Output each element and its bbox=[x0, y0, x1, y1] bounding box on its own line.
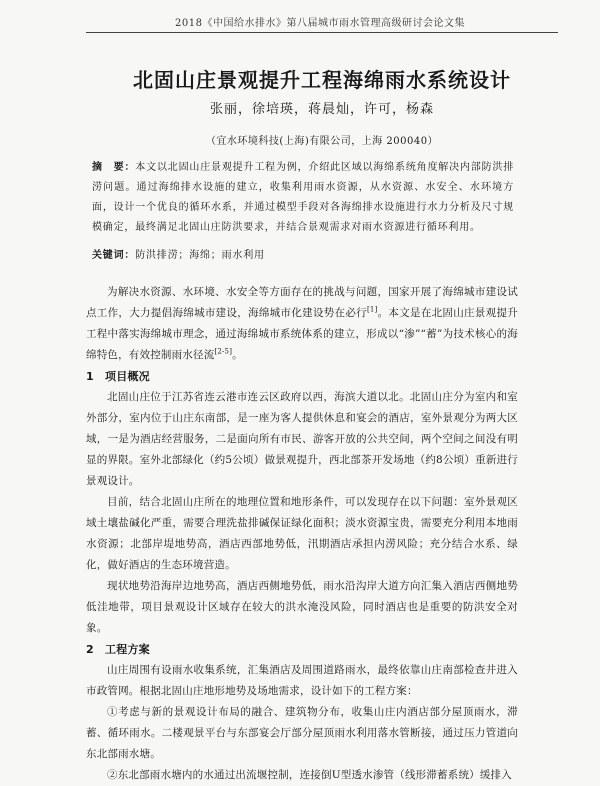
citation: [1] bbox=[366, 305, 378, 314]
keywords-text: 防洪排涝；海绵；雨水利用 bbox=[135, 250, 265, 261]
body-text bbox=[86, 282, 518, 786]
abstract-label: 摘 要： bbox=[92, 162, 136, 173]
paragraph: 现状地势沿海岸边地势高，酒店西侧地势低，雨水沿沟岸大道方向汇集入酒店西侧地势低洼地带，项目景观设计区域存在较大的洪水淹没风险，同时酒店也是重要的防洪安全对象。 bbox=[86, 580, 518, 634]
author-list: 张丽，徐培瑛，蒋晨灿，许可，杨森 bbox=[209, 102, 434, 117]
abstract-text: 本文以北固山庄景观提升工程为例，介绍此区域以海绵系统角度解决内部防洪排涝问题。通过海绵排水设施的建立，收集利用雨水资源，从水资源、水安全、水环境方面，设计一个优良的循环水系，并通过模型手段对各海绵排水设施进行水力分析及尺寸规模确定，最终满足北固山庄防洪要求，并结合景观需求对雨水资源进行循环利用。 bbox=[92, 162, 515, 233]
intro-paragraph bbox=[86, 282, 518, 366]
citation: [2-5] bbox=[214, 347, 233, 356]
paragraph: 山庄周围有设雨水收集系统，汇集酒店及周围道路雨水，最终依靠山庄南部检查井进入市政管网。根据北固山庄地形地势及场地需求，设计如下的工程方案： bbox=[86, 664, 518, 697]
intro-text-end: 。 bbox=[232, 349, 243, 361]
keywords bbox=[92, 246, 514, 261]
keywords-label: 关键词： bbox=[92, 250, 136, 261]
paragraph: 目前，结合北固山庄所在的地理位置和地形条件，可以发现存在以下问题：室外景观区域土壤盐碱化严重，需要合理洗盐排碱保证绿化面积；淡水资源宝贵，需要充分利用本地雨水资源；北部岸堤地势高，酒店西部地势低，汛期酒店承担内涝风险；充分结合水系、绿化，做好酒店的生态环境营造。 bbox=[86, 496, 518, 571]
paper-title: 北固山庄景观提升工程海绵雨水系统设计 bbox=[133, 68, 511, 92]
section-heading-1: 1 项目概况 bbox=[86, 370, 150, 383]
intro-text-2: 。本文是在北固山庄景观提升工程中落实海绵城市理念，通过海绵城市系统体系的建立，形成以“渗”“蓄”为技术核心的海绵特色，有效控制雨水径流 bbox=[86, 307, 518, 361]
abstract bbox=[92, 158, 514, 238]
paragraph: ①考虑与新的景观设计布局的融合、建筑物分布，收集山庄内酒店部分屋顶雨水，滞蓄、循环雨水。二楼观景平台与东部宴会厅部分屋顶雨水利用落水管断接，通过压力管道向东北部雨水塘。 bbox=[86, 706, 518, 760]
intro-text: 为解决水资源、水环境、水安全等方面存在的挑战与问题，国家开展了海绵城市建设试点工作，大力提倡海绵城市建设，海绵城市化建设势在必行 bbox=[86, 286, 518, 319]
running-head: 2018《中国给水排水》第八届城市雨水管理高级研讨会论文集 bbox=[175, 18, 465, 29]
paragraph: ②东北部雨水塘内的水通过出流堰控制，连接倒U型透水渗管（线形滞蓄系统）缓排入 bbox=[107, 769, 512, 781]
header-rule bbox=[86, 32, 558, 33]
affiliation: （宜水环境科技(上海)有限公司，上海 200040） bbox=[205, 136, 439, 147]
paragraph: 北固山庄位于江苏省连云港市连云区政府以西，海滨大道以北。北固山庄分为室内和室外部分，室内位于山庄东南部，是一座为客人提供休息和宴会的酒店，室外景观分为两大区域，一是为酒店经营服务，二是面向所有市民、游客开放的公共空间，两个空间之间没有明显的界限。室外北部绿化（约5公顷）做景观提升，西北部茶开发场地（约8公顷）重新进行景观设计。 bbox=[86, 391, 518, 487]
section-heading-2: 2 工程方案 bbox=[86, 643, 150, 656]
